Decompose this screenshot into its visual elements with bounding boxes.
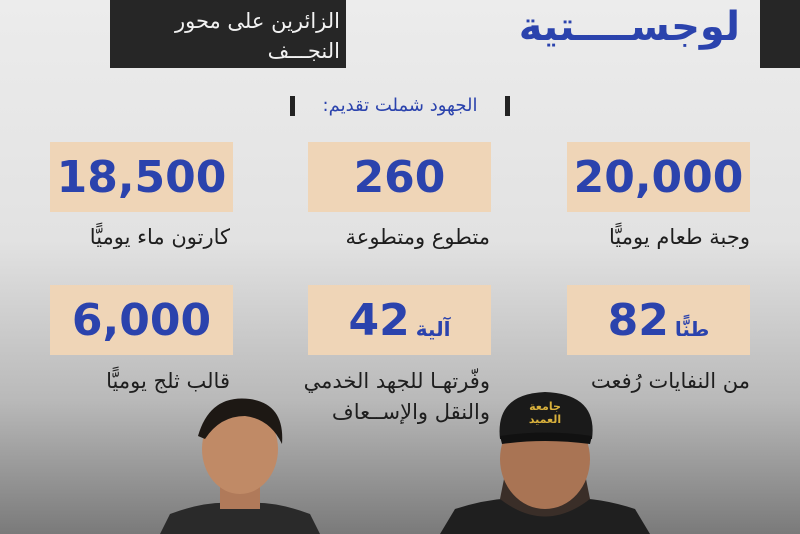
stat-label-volunteers: متطوع ومتطوعة xyxy=(345,225,490,249)
stat-value-ice: 6,000 xyxy=(71,294,212,346)
stat-box-vehicles xyxy=(308,285,491,355)
stat-label-vehicles: وفّرتهـا للجهد الخدمي والنقل والإســعاف xyxy=(303,369,490,424)
logo-band xyxy=(760,0,800,68)
header-title-line2: النجـــف xyxy=(267,39,340,63)
young-man-photo xyxy=(150,394,330,534)
subheading-text: الجهود شملت تقديم: xyxy=(322,95,478,116)
stat-label-water: كارتون ماء يوميًّا xyxy=(89,225,230,249)
stat-value-volunteers: 260 xyxy=(353,151,446,203)
stat-value-vehicles: 42 xyxy=(348,294,410,346)
stat-label-meals: وجبة طعام يوميًّا xyxy=(609,225,750,249)
headline: لوجســــتية xyxy=(518,4,740,50)
stat-box-meals xyxy=(567,142,750,212)
stat-value-waste: 82 xyxy=(607,294,669,346)
subheading xyxy=(290,92,510,120)
stat-value-meals: 20,000 xyxy=(573,151,744,203)
stat-box-water xyxy=(50,142,233,212)
header-title-line1: الزائرين على محور xyxy=(174,9,340,33)
stat-label-ice: قالب ثلج يوميًّا xyxy=(106,369,230,393)
cap-text: جامعة العميد xyxy=(528,400,562,426)
stat-box-waste xyxy=(567,285,750,355)
stat-label-waste: من النفايات رُفعت xyxy=(590,369,750,393)
stat-box-ice xyxy=(50,285,233,355)
header-title xyxy=(120,6,340,66)
stat-unit-waste: طنًّا xyxy=(674,317,710,341)
stat-value-water: 18,500 xyxy=(56,151,227,203)
stat-unit-vehicles: آلية xyxy=(415,317,451,341)
subheading-bar-left xyxy=(290,96,295,116)
subheading-bar-right xyxy=(505,96,510,116)
stat-box-volunteers xyxy=(308,142,491,212)
